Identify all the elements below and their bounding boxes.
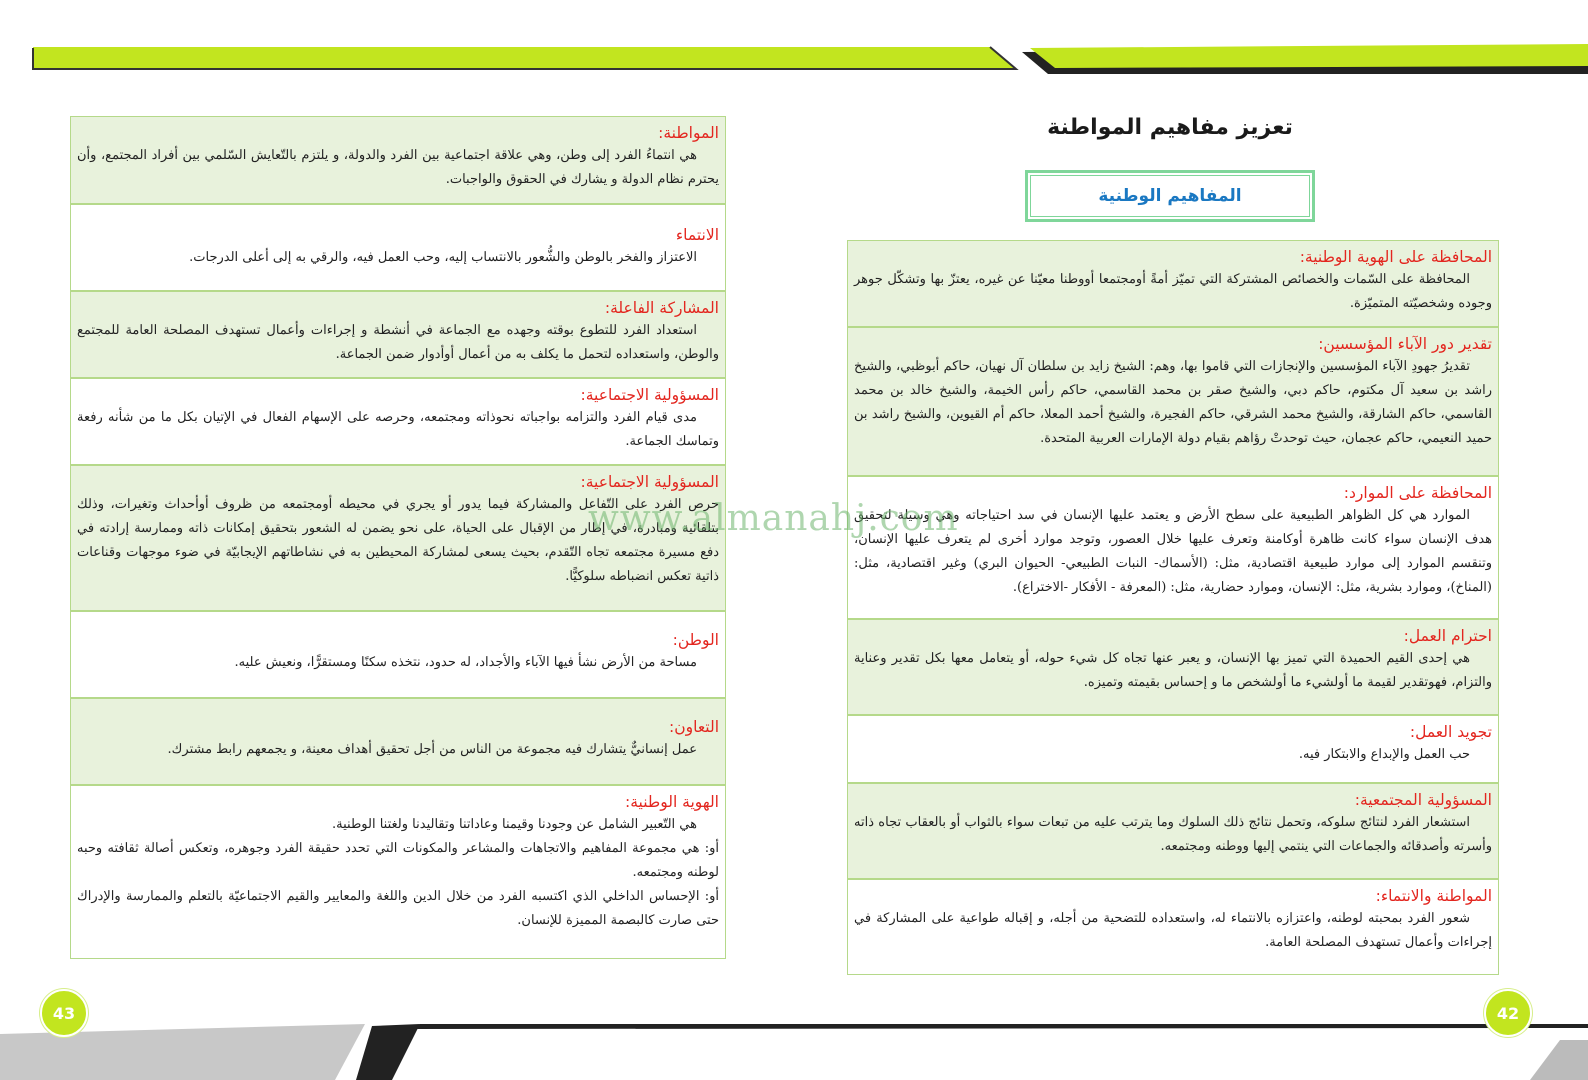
section-identity	[847, 240, 1499, 327]
section-title: احترام العمل:	[1403, 627, 1492, 645]
page-number-right: 42	[1484, 989, 1532, 1037]
subheading-box	[1025, 170, 1315, 222]
section-text: الاعتزاز والفخر بالوطن والشُّعور بالانتساب إليه، وحب العمل فيه، والرقي به إلى أعلى الدرجات.	[189, 250, 697, 265]
section-text: الموارد هي كل الظواهر الطبيعية على سطح الأرض و يعتمد عليها الإنسان في سد احتياجاته وهي وسيلة لتحقيق هدف الإنسان سواء كانت ظاهرة أوكامنة وتعرف عليها خلال العصور، وتوجد موارد أخرى لم يتعرف عليها الإنسان، وتنقسم الموارد إلى موارد طبيعية اقتصادية، مثل: (الأسماك- النبات الطبيعي- الحيوان البري) وغير اقتصادية، مثل: (المناخ)، وموارد بشرية، مثل: الإنسان، وموارد حضارية، مثل: (المعرفة - الأفكار -الاختراع).	[854, 508, 1492, 595]
section-title: المسؤولية المجتمعية:	[1354, 791, 1492, 809]
subheading: المفاهيم الوطنية	[1030, 175, 1310, 217]
page-number-left: 43	[40, 989, 88, 1037]
section-cooperation	[70, 698, 726, 785]
section-quality-work	[847, 715, 1499, 783]
section-text: استعداد الفرد للتطوع بوقته وجهده مع الجماعة في أنشطة و إجراءات وأعمال تستهدف المصلحة العامة للمجتمع والوطن، واستعداده لتحمل ما يكلف به من أعمال أوأدوار ضمن الجماعة.	[77, 323, 719, 362]
section-social-responsibility-1	[70, 378, 726, 465]
section-title: المسؤولية الاجتماعية:	[580, 473, 719, 491]
section-title: المحافظة على الموارد:	[1343, 484, 1492, 502]
section-active-participation	[70, 291, 726, 378]
section-text: عمل إنسانيٌّ يتشارك فيه مجموعة من الناس من أجل تحقيق أهداف معينة، و يجمعهم رابط مشترك.	[167, 742, 697, 757]
section-respect-work	[847, 619, 1499, 715]
section-title: الهوية الوطنية:	[625, 793, 719, 811]
section-title: المواطنة والانتماء:	[1375, 887, 1492, 905]
section-text: هي انتماءُ الفرد إلى وطن، وهي علاقة اجتماعية بين الفرد والدولة، و يلتزم بالتّعايش السّلمي بين أفراد المجتمع، وأن يحترم نظام الدولة و يشارك في الحقوق والواجبات.	[77, 148, 719, 187]
bottom-banner	[0, 1020, 1588, 1080]
watermark: www.almanahj.com	[588, 498, 959, 539]
section-belonging	[70, 204, 726, 291]
section-text: تقديرُ جهودِ الآباء المؤسسين والإنجازات التي قاموا بها، وهم: الشيخ زايد بن سلطان آل نهيان، حاكم أبوظبي، والشيخ راشد بن سعيد آل مكتوم، حاكم دبي، والشيخ صقر بن محمد القاسمي، حاكم رأس الخيمة، والشيخ خالد بن محمد القاسمي، حاكم الشارقة، والشيخ محمد الشرقي، حاكم الفجيرة، والشيخ أحمد المعلا، حاكم أم القيوين، والشيخ راشد بن حميد النعيمي، حاكم عجمان، حيث توحدتْ رؤاهم بقيام دولة الإمارات العربية المتحدة.	[854, 359, 1492, 446]
section-text: حب العمل والإبداع والابتكار فيه.	[1298, 747, 1470, 762]
section-text: استشعار الفرد لنتائج سلوكه، وتحمل نتائج ذلك السلوك وما يترتب عليه من تبعات سواء بالثواب أو بالعقاب تجاه ذاته وأسرته وأصدقائه والجماعات التي ينتمي إليها ووطنه ومجتمعه.	[854, 815, 1492, 854]
section-citizenship	[70, 116, 726, 204]
section-national-identity	[70, 785, 726, 959]
section-title: المحافظة على الهوية الوطنية:	[1299, 248, 1492, 266]
section-title: التعاون:	[669, 718, 719, 736]
section-title: تجويد العمل:	[1409, 723, 1492, 741]
section-title: المسؤولية الاجتماعية:	[580, 386, 719, 404]
right-column	[847, 240, 1499, 974]
section-text: هي إحدى القيم الحميدة التي تميز بها الإنسان، و يعبر عنها تجاه كل شيء حوله، أو يتعامل معها بكل تقدير وعناية والتزام، فهوتقدير لقيمة ما أولشيء ما أولشخص ما و إحساس بقيمته وتميزه.	[854, 651, 1492, 690]
section-homeland	[70, 611, 726, 698]
section-text: هي التّعبير الشامل عن وجودنا وقيمنا وعاداتنا وتقاليدنا ولغتنا الوطنية. أو: هي مجموعة المفاهيم والاتجاهات والمشاعر والمكونات التي تحدد حقيقة الفرد وجوهره، وتعكس أصالة ثقافته وحبه لوطنه ومجتمعه. أو: الإحساس الداخلي الذي اكتسبه الفرد من خلال الدين واللغة والمعايير والقيم الاجتماعيّة بالتعلم والممارسة والإدراك حتى صارت كالبصمة المميزة للإنسان.	[77, 817, 719, 928]
section-title: تقدير دور الآباء المؤسسين:	[1318, 335, 1492, 353]
section-title: الانتماء	[675, 226, 719, 244]
section-community-responsibility	[847, 783, 1499, 879]
section-text: مساحة من الأرض نشأ فيها الآباء والأجداد، له حدود، نتخذه سكنًا ومستقرًّا، ونعيش عليه.	[234, 655, 697, 670]
section-text: مدى قيام الفرد والتزامه بواجباته نحوذاته ومجتمعه، وحرصه على الإسهام الفعال في الإتيان بكل ما من شأنه رفعة وتماسك الجماعة.	[77, 410, 719, 449]
top-banner	[0, 40, 1588, 80]
section-text: المحافظة على السّمات والخصائص المشتركة التي تميّز أمةً أومجتمعا أووطنا معيّنا عن غيره، يعتزّ بها وتشكّل جوهر وجوده وشخصيّته المتميّزة.	[854, 272, 1492, 311]
section-title: المواطنة:	[658, 124, 719, 142]
section-title: المشاركة الفاعلة:	[604, 299, 719, 317]
page-title: تعزيز مفاهيم المواطنة	[1047, 115, 1293, 140]
section-founders	[847, 327, 1499, 476]
section-text: شعور الفرد بمحبته لوطنه، واعتزازه بالانتماء له، واستعداده للتضحية من أجله، و إقباله طواعية على المشاركة في إجراءات وأعمال تستهدف المصلحة العامة.	[854, 911, 1492, 950]
section-text: حرص الفرد على التّفاعل والمشاركة فيما يدور أو يجري في محيطه أومجتمعه من ظروف أوأحداث وتغيرات، وذلك بتلقائية ومبادرة، في إطار من الإقبال على الحياة، على نحو يضمن له الشعور بتحقيق إمكانات ذاته وممارسة إرادته في دفع مسيرة مجتمعه تجاه التّقدم، بحيث يسعى لمشاركة المحيطين به في نشاطاتهم الإيجابيّة في ضوء موجهات وقناعات ذاتية تعكس انضباطه سلوكيًّا.	[77, 497, 719, 584]
section-title: الوطن:	[672, 631, 719, 649]
section-citizenship-belonging	[847, 879, 1499, 975]
